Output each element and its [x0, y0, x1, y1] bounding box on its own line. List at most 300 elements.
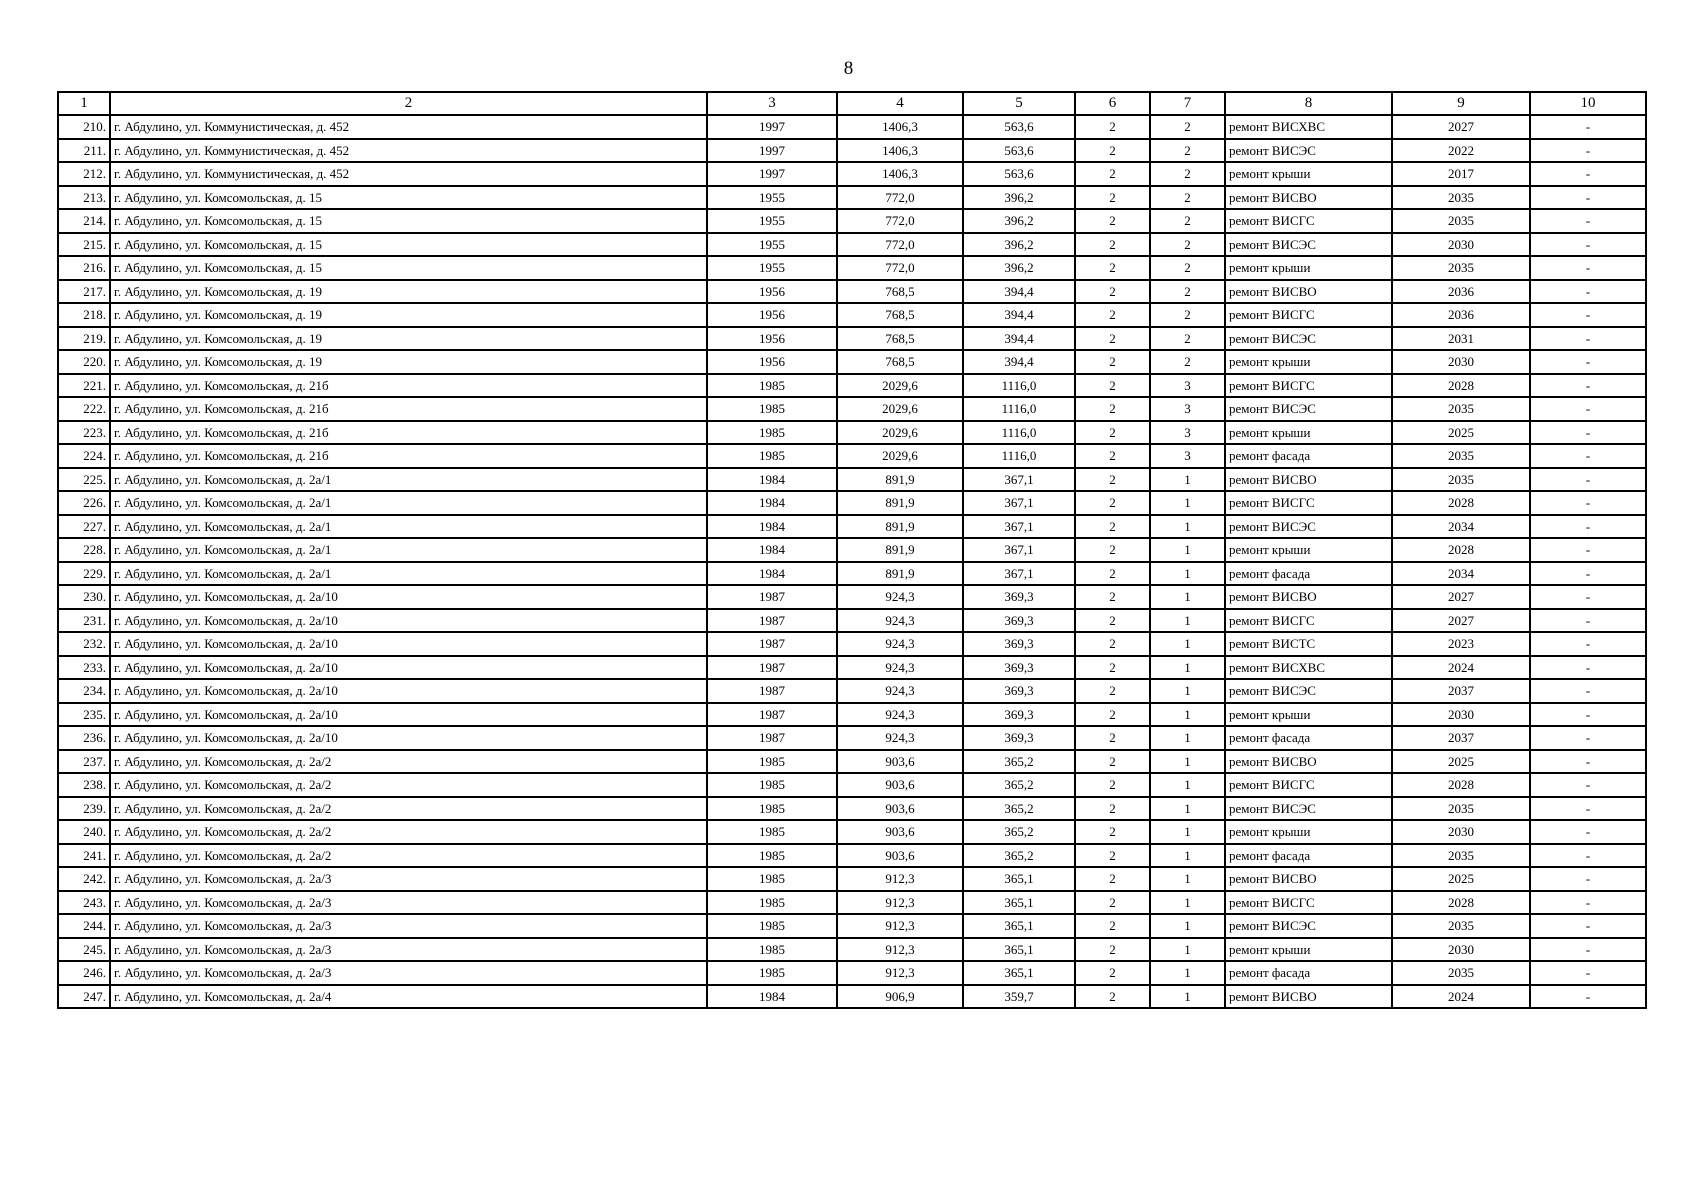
table-cell-col-6: 2: [1075, 256, 1150, 280]
table-cell-col-4: 768,5: [837, 303, 963, 327]
table-cell-col-4: 772,0: [837, 186, 963, 210]
table-cell-col-9: 2024: [1392, 656, 1530, 680]
table-cell-col-8: ремонт ВИСХВС: [1225, 115, 1392, 139]
table-cell-col-1: 245.: [58, 938, 110, 962]
table-cell-col-10: -: [1530, 679, 1646, 703]
table-cell-col-1: 235.: [58, 703, 110, 727]
table-cell-col-9: 2035: [1392, 468, 1530, 492]
table-cell-col-5: 563,6: [963, 139, 1075, 163]
table-cell-col-2: г. Абдулино, ул. Комсомольская, д. 19: [110, 327, 707, 351]
table-cell-col-4: 903,6: [837, 750, 963, 774]
table-cell-col-6: 2: [1075, 891, 1150, 915]
table-cell-col-5: 365,1: [963, 938, 1075, 962]
table-cell-col-6: 2: [1075, 139, 1150, 163]
table-cell-col-10: -: [1530, 538, 1646, 562]
table-cell-col-3: 1955: [707, 256, 837, 280]
column-header-7: 7: [1150, 92, 1225, 115]
table-cell-col-3: 1985: [707, 421, 837, 445]
table-cell-col-5: 365,2: [963, 773, 1075, 797]
table-row: [58, 562, 1646, 586]
table-cell-col-8: ремонт крыши: [1225, 421, 1392, 445]
table-cell-col-2: г. Абдулино, ул. Комсомольская, д. 21б: [110, 421, 707, 445]
table-cell-col-4: 903,6: [837, 797, 963, 821]
table-cell-col-9: 2030: [1392, 233, 1530, 257]
table-cell-col-8: ремонт фасада: [1225, 726, 1392, 750]
table-cell-col-1: 238.: [58, 773, 110, 797]
table-cell-col-2: г. Абдулино, ул. Комсомольская, д. 15: [110, 256, 707, 280]
table-cell-col-2: г. Абдулино, ул. Комсомольская, д. 19: [110, 303, 707, 327]
table-row: [58, 656, 1646, 680]
table-cell-col-5: 367,1: [963, 538, 1075, 562]
table-cell-col-7: 1: [1150, 938, 1225, 962]
table-row: [58, 162, 1646, 186]
table-cell-col-10: -: [1530, 938, 1646, 962]
table-row: [58, 233, 1646, 257]
table-cell-col-3: 1985: [707, 891, 837, 915]
table-cell-col-9: 2036: [1392, 303, 1530, 327]
table-cell-col-10: -: [1530, 139, 1646, 163]
table-cell-col-1: 239.: [58, 797, 110, 821]
table-cell-col-3: 1987: [707, 679, 837, 703]
table-cell-col-10: -: [1530, 585, 1646, 609]
table-cell-col-2: г. Абдулино, ул. Комсомольская, д. 2а/10: [110, 726, 707, 750]
table-cell-col-10: -: [1530, 397, 1646, 421]
table-cell-col-3: 1985: [707, 444, 837, 468]
table-cell-col-8: ремонт ВИСГС: [1225, 609, 1392, 633]
table-cell-col-9: 2030: [1392, 938, 1530, 962]
table-cell-col-2: г. Абдулино, ул. Комсомольская, д. 21б: [110, 397, 707, 421]
table-cell-col-7: 3: [1150, 397, 1225, 421]
table-cell-col-6: 2: [1075, 350, 1150, 374]
table-cell-col-2: г. Абдулино, ул. Комсомольская, д. 19: [110, 280, 707, 304]
table-cell-col-10: -: [1530, 797, 1646, 821]
table-cell-col-6: 2: [1075, 938, 1150, 962]
table-cell-col-8: ремонт ВИСЭС: [1225, 914, 1392, 938]
table-cell-col-5: 367,1: [963, 491, 1075, 515]
table-cell-col-10: -: [1530, 609, 1646, 633]
table-cell-col-2: г. Абдулино, ул. Комсомольская, д. 15: [110, 186, 707, 210]
table-cell-col-4: 912,3: [837, 938, 963, 962]
table-cell-col-4: 891,9: [837, 515, 963, 539]
table-cell-col-6: 2: [1075, 844, 1150, 868]
table-cell-col-1: 230.: [58, 585, 110, 609]
table-cell-col-8: ремонт ВИСЭС: [1225, 397, 1392, 421]
table-cell-col-6: 2: [1075, 233, 1150, 257]
table-cell-col-10: -: [1530, 632, 1646, 656]
table-cell-col-10: -: [1530, 162, 1646, 186]
table-cell-col-10: -: [1530, 350, 1646, 374]
table-cell-col-5: 369,3: [963, 679, 1075, 703]
page-number: 8: [843, 58, 854, 79]
table-cell-col-5: 369,3: [963, 726, 1075, 750]
table-cell-col-5: 396,2: [963, 209, 1075, 233]
table-cell-col-7: 1: [1150, 820, 1225, 844]
table-cell-col-3: 1955: [707, 186, 837, 210]
table-cell-col-6: 2: [1075, 797, 1150, 821]
table-cell-col-3: 1984: [707, 491, 837, 515]
table-cell-col-9: 2035: [1392, 397, 1530, 421]
table-cell-col-1: 228.: [58, 538, 110, 562]
table-cell-col-5: 396,2: [963, 233, 1075, 257]
table-cell-col-1: 242.: [58, 867, 110, 891]
table-cell-col-6: 2: [1075, 303, 1150, 327]
table-cell-col-2: г. Абдулино, ул. Коммунистическая, д. 452: [110, 162, 707, 186]
table-cell-col-1: 231.: [58, 609, 110, 633]
table-cell-col-9: 2027: [1392, 609, 1530, 633]
table-cell-col-10: -: [1530, 374, 1646, 398]
table-row: [58, 350, 1646, 374]
table-cell-col-2: г. Абдулино, ул. Комсомольская, д. 2а/3: [110, 938, 707, 962]
table-cell-col-9: 2022: [1392, 139, 1530, 163]
table-cell-col-8: ремонт крыши: [1225, 703, 1392, 727]
table-row: [58, 820, 1646, 844]
table-cell-col-3: 1985: [707, 867, 837, 891]
table-cell-col-9: 2028: [1392, 538, 1530, 562]
table-row: [58, 468, 1646, 492]
table-cell-col-1: 223.: [58, 421, 110, 445]
table-cell-col-7: 2: [1150, 303, 1225, 327]
table-cell-col-9: 2028: [1392, 491, 1530, 515]
table-cell-col-6: 2: [1075, 985, 1150, 1009]
table-cell-col-9: 2035: [1392, 797, 1530, 821]
table-cell-col-10: -: [1530, 773, 1646, 797]
table-cell-col-6: 2: [1075, 679, 1150, 703]
table-cell-col-7: 1: [1150, 491, 1225, 515]
table-cell-col-4: 1406,3: [837, 139, 963, 163]
table-cell-col-8: ремонт крыши: [1225, 350, 1392, 374]
table-cell-col-3: 1984: [707, 515, 837, 539]
table-cell-col-10: -: [1530, 914, 1646, 938]
table-cell-col-3: 1997: [707, 139, 837, 163]
table-cell-col-1: 246.: [58, 961, 110, 985]
table-cell-col-3: 1984: [707, 538, 837, 562]
table-cell-col-9: 2028: [1392, 374, 1530, 398]
table-cell-col-10: -: [1530, 750, 1646, 774]
table-cell-col-4: 912,3: [837, 961, 963, 985]
table-cell-col-5: 1116,0: [963, 374, 1075, 398]
table-cell-col-1: 241.: [58, 844, 110, 868]
table-cell-col-4: 768,5: [837, 350, 963, 374]
table-row: [58, 115, 1646, 139]
table-cell-col-3: 1985: [707, 938, 837, 962]
table-row: [58, 703, 1646, 727]
table-cell-col-5: 365,2: [963, 797, 1075, 821]
table-cell-col-2: г. Абдулино, ул. Комсомольская, д. 2а/10: [110, 632, 707, 656]
table-cell-col-3: 1955: [707, 233, 837, 257]
table-cell-col-2: г. Абдулино, ул. Комсомольская, д. 2а/1: [110, 562, 707, 586]
table-cell-col-2: г. Абдулино, ул. Комсомольская, д. 2а/2: [110, 820, 707, 844]
table-cell-col-10: -: [1530, 703, 1646, 727]
table-cell-col-2: г. Абдулино, ул. Комсомольская, д. 21б: [110, 374, 707, 398]
table-cell-col-5: 365,1: [963, 961, 1075, 985]
table-cell-col-4: 903,6: [837, 773, 963, 797]
table-cell-col-1: 225.: [58, 468, 110, 492]
column-header-4: 4: [837, 92, 963, 115]
table-row: [58, 209, 1646, 233]
table-cell-col-1: 220.: [58, 350, 110, 374]
table-cell-col-3: 1985: [707, 750, 837, 774]
table-cell-col-2: г. Абдулино, ул. Комсомольская, д. 2а/4: [110, 985, 707, 1009]
table-row: [58, 844, 1646, 868]
table-cell-col-9: 2028: [1392, 773, 1530, 797]
table-cell-col-5: 394,4: [963, 280, 1075, 304]
table-row: [58, 397, 1646, 421]
table-cell-col-10: -: [1530, 256, 1646, 280]
table-cell-col-9: 2027: [1392, 585, 1530, 609]
table-cell-col-7: 2: [1150, 280, 1225, 304]
table-cell-col-3: 1997: [707, 115, 837, 139]
table-cell-col-8: ремонт ВИСВО: [1225, 585, 1392, 609]
table-cell-col-1: 219.: [58, 327, 110, 351]
table-row: [58, 891, 1646, 915]
table-cell-col-2: г. Абдулино, ул. Комсомольская, д. 2а/3: [110, 867, 707, 891]
table-cell-col-6: 2: [1075, 867, 1150, 891]
table-cell-col-7: 1: [1150, 726, 1225, 750]
table-cell-col-1: 224.: [58, 444, 110, 468]
table-cell-col-1: 217.: [58, 280, 110, 304]
column-header-10: 10: [1530, 92, 1646, 115]
table-cell-col-5: 1116,0: [963, 397, 1075, 421]
table-cell-col-5: 367,1: [963, 562, 1075, 586]
table-cell-col-7: 1: [1150, 468, 1225, 492]
table-cell-col-10: -: [1530, 515, 1646, 539]
table-cell-col-10: -: [1530, 961, 1646, 985]
table-cell-col-5: 396,2: [963, 256, 1075, 280]
table-cell-col-1: 211.: [58, 139, 110, 163]
table-cell-col-2: г. Абдулино, ул. Комсомольская, д. 2а/10: [110, 703, 707, 727]
table-cell-col-10: -: [1530, 820, 1646, 844]
table-cell-col-8: ремонт ВИСВО: [1225, 985, 1392, 1009]
table-cell-col-9: 2035: [1392, 186, 1530, 210]
table-cell-col-10: -: [1530, 891, 1646, 915]
column-header-2: 2: [110, 92, 707, 115]
table-cell-col-8: ремонт крыши: [1225, 256, 1392, 280]
table-cell-col-6: 2: [1075, 750, 1150, 774]
table-cell-col-4: 924,3: [837, 679, 963, 703]
table-cell-col-7: 2: [1150, 327, 1225, 351]
table-cell-col-8: ремонт крыши: [1225, 538, 1392, 562]
table-cell-col-5: 1116,0: [963, 421, 1075, 445]
table-cell-col-5: 394,4: [963, 303, 1075, 327]
table-cell-col-3: 1985: [707, 374, 837, 398]
table-cell-col-1: 232.: [58, 632, 110, 656]
table-row: [58, 726, 1646, 750]
table-cell-col-6: 2: [1075, 186, 1150, 210]
table-cell-col-8: ремонт крыши: [1225, 162, 1392, 186]
column-header-8: 8: [1225, 92, 1392, 115]
table-cell-col-2: г. Абдулино, ул. Комсомольская, д. 2а/1: [110, 538, 707, 562]
table-cell-col-5: 396,2: [963, 186, 1075, 210]
table-cell-col-7: 1: [1150, 632, 1225, 656]
table-cell-col-7: 2: [1150, 139, 1225, 163]
table-cell-col-5: 394,4: [963, 327, 1075, 351]
table-cell-col-8: ремонт ВИСЭС: [1225, 797, 1392, 821]
table-cell-col-4: 2029,6: [837, 421, 963, 445]
column-header-6: 6: [1075, 92, 1150, 115]
table-cell-col-5: 365,2: [963, 750, 1075, 774]
table-cell-col-9: 2028: [1392, 891, 1530, 915]
table-cell-col-5: 394,4: [963, 350, 1075, 374]
table-cell-col-3: 1956: [707, 303, 837, 327]
table-cell-col-4: 2029,6: [837, 374, 963, 398]
table-cell-col-6: 2: [1075, 562, 1150, 586]
table-cell-col-8: ремонт ВИСЭС: [1225, 515, 1392, 539]
table-cell-col-1: 244.: [58, 914, 110, 938]
table-row: [58, 374, 1646, 398]
table-cell-col-7: 1: [1150, 585, 1225, 609]
table-cell-col-3: 1987: [707, 609, 837, 633]
table-row: [58, 491, 1646, 515]
table-cell-col-9: 2017: [1392, 162, 1530, 186]
table-row: [58, 632, 1646, 656]
table-cell-col-6: 2: [1075, 726, 1150, 750]
table-cell-col-4: 1406,3: [837, 162, 963, 186]
table-row: [58, 515, 1646, 539]
table-cell-col-3: 1985: [707, 773, 837, 797]
table-cell-col-6: 2: [1075, 444, 1150, 468]
table-cell-col-5: 365,2: [963, 844, 1075, 868]
table-cell-col-6: 2: [1075, 632, 1150, 656]
table-cell-col-6: 2: [1075, 421, 1150, 445]
table-cell-col-9: 2027: [1392, 115, 1530, 139]
table-cell-col-10: -: [1530, 985, 1646, 1009]
table-cell-col-6: 2: [1075, 773, 1150, 797]
table-row: [58, 421, 1646, 445]
table-cell-col-2: г. Абдулино, ул. Коммунистическая, д. 452: [110, 115, 707, 139]
table-cell-col-4: 903,6: [837, 820, 963, 844]
table-row: [58, 280, 1646, 304]
table-cell-col-4: 924,3: [837, 609, 963, 633]
table-cell-col-7: 2: [1150, 115, 1225, 139]
table-cell-col-6: 2: [1075, 209, 1150, 233]
table-cell-col-2: г. Абдулино, ул. Комсомольская, д. 2а/10: [110, 656, 707, 680]
table-cell-col-8: ремонт фасада: [1225, 444, 1392, 468]
table-cell-col-8: ремонт ВИСВО: [1225, 867, 1392, 891]
table-cell-col-7: 1: [1150, 891, 1225, 915]
table-row: [58, 256, 1646, 280]
table-cell-col-4: 891,9: [837, 468, 963, 492]
table-cell-col-7: 1: [1150, 867, 1225, 891]
column-header-5: 5: [963, 92, 1075, 115]
table-cell-col-10: -: [1530, 468, 1646, 492]
table-cell-col-7: 3: [1150, 444, 1225, 468]
table-cell-col-6: 2: [1075, 374, 1150, 398]
table-cell-col-4: 772,0: [837, 256, 963, 280]
table-cell-col-4: 772,0: [837, 209, 963, 233]
table-cell-col-3: 1955: [707, 209, 837, 233]
table-cell-col-7: 1: [1150, 750, 1225, 774]
table-row: [58, 961, 1646, 985]
table-cell-col-5: 369,3: [963, 585, 1075, 609]
table-row: [58, 914, 1646, 938]
table-cell-col-1: 215.: [58, 233, 110, 257]
table-cell-col-4: 768,5: [837, 280, 963, 304]
table-cell-col-10: -: [1530, 327, 1646, 351]
table-cell-col-7: 2: [1150, 209, 1225, 233]
table-row: [58, 327, 1646, 351]
table-cell-col-10: -: [1530, 844, 1646, 868]
table-row: [58, 938, 1646, 962]
table-cell-col-7: 2: [1150, 233, 1225, 257]
table-cell-col-8: ремонт ВИСХВС: [1225, 656, 1392, 680]
table-cell-col-6: 2: [1075, 397, 1150, 421]
table-cell-col-2: г. Абдулино, ул. Комсомольская, д. 2а/1: [110, 491, 707, 515]
table-cell-col-4: 891,9: [837, 562, 963, 586]
table-cell-col-2: г. Абдулино, ул. Комсомольская, д. 19: [110, 350, 707, 374]
table-cell-col-6: 2: [1075, 585, 1150, 609]
table-cell-col-2: г. Абдулино, ул. Комсомольская, д. 2а/1: [110, 468, 707, 492]
table-cell-col-1: 212.: [58, 162, 110, 186]
table-row: [58, 773, 1646, 797]
table-cell-col-9: 2035: [1392, 844, 1530, 868]
table-cell-col-9: 2030: [1392, 820, 1530, 844]
table-cell-col-7: 1: [1150, 985, 1225, 1009]
table-row: [58, 538, 1646, 562]
table-cell-col-7: 2: [1150, 350, 1225, 374]
table-cell-col-6: 2: [1075, 468, 1150, 492]
table-cell-col-9: 2035: [1392, 444, 1530, 468]
table-cell-col-9: 2030: [1392, 703, 1530, 727]
table-cell-col-4: 924,3: [837, 656, 963, 680]
table-cell-col-3: 1984: [707, 468, 837, 492]
table-row: [58, 303, 1646, 327]
table-cell-col-10: -: [1530, 115, 1646, 139]
table-cell-col-6: 2: [1075, 538, 1150, 562]
table-cell-col-2: г. Абдулино, ул. Комсомольская, д. 2а/2: [110, 773, 707, 797]
table-cell-col-4: 903,6: [837, 844, 963, 868]
table-cell-col-1: 234.: [58, 679, 110, 703]
table-cell-col-8: ремонт ВИСТС: [1225, 632, 1392, 656]
table-cell-col-2: г. Абдулино, ул. Комсомольская, д. 21б: [110, 444, 707, 468]
table-cell-col-5: 369,3: [963, 632, 1075, 656]
table-cell-col-2: г. Абдулино, ул. Коммунистическая, д. 452: [110, 139, 707, 163]
table-cell-col-9: 2025: [1392, 867, 1530, 891]
table-cell-col-8: ремонт крыши: [1225, 820, 1392, 844]
table-cell-col-9: 2034: [1392, 515, 1530, 539]
table-cell-col-4: 906,9: [837, 985, 963, 1009]
table-cell-col-8: ремонт ВИСГС: [1225, 491, 1392, 515]
table-cell-col-1: 213.: [58, 186, 110, 210]
table-cell-col-7: 1: [1150, 515, 1225, 539]
table-cell-col-1: 218.: [58, 303, 110, 327]
table-cell-col-9: 2035: [1392, 961, 1530, 985]
table-cell-col-1: 236.: [58, 726, 110, 750]
table-cell-col-8: ремонт ВИСГС: [1225, 303, 1392, 327]
table-cell-col-1: 210.: [58, 115, 110, 139]
table-row: [58, 609, 1646, 633]
table-cell-col-4: 2029,6: [837, 397, 963, 421]
table-cell-col-6: 2: [1075, 115, 1150, 139]
table-cell-col-10: -: [1530, 562, 1646, 586]
table-cell-col-10: -: [1530, 656, 1646, 680]
table-cell-col-8: ремонт ВИСГС: [1225, 891, 1392, 915]
table-row: [58, 797, 1646, 821]
table-cell-col-5: 367,1: [963, 468, 1075, 492]
table-cell-col-6: 2: [1075, 961, 1150, 985]
table-cell-col-2: г. Абдулино, ул. Комсомольская, д. 2а/2: [110, 797, 707, 821]
table-cell-col-2: г. Абдулино, ул. Комсомольская, д. 2а/3: [110, 961, 707, 985]
table-cell-col-9: 2023: [1392, 632, 1530, 656]
table-cell-col-2: г. Абдулино, ул. Комсомольская, д. 2а/3: [110, 891, 707, 915]
table-cell-col-6: 2: [1075, 820, 1150, 844]
table-cell-col-8: ремонт ВИСЭС: [1225, 139, 1392, 163]
table-cell-col-7: 2: [1150, 186, 1225, 210]
table-cell-col-1: 237.: [58, 750, 110, 774]
table-cell-col-8: ремонт ВИСГС: [1225, 209, 1392, 233]
table-cell-col-8: ремонт фасада: [1225, 961, 1392, 985]
table-cell-col-7: 1: [1150, 679, 1225, 703]
table-cell-col-2: г. Абдулино, ул. Комсомольская, д. 2а/3: [110, 914, 707, 938]
